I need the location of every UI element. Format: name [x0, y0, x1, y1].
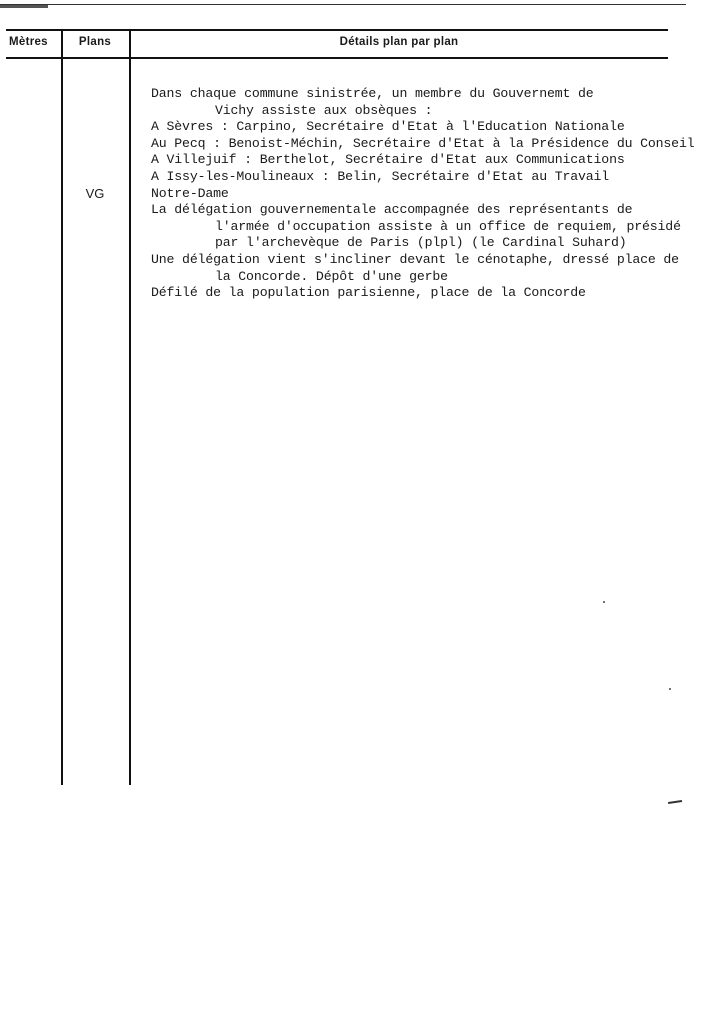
table-header-rule — [6, 57, 668, 59]
details-line: A Sèvres : Carpino, Secrétaire d'Etat à l'Education Nationale — [151, 119, 625, 135]
header-metres: Mètres — [9, 36, 48, 48]
plan-code: VG — [85, 186, 105, 201]
details-line: A Issy-les-Moulineaux : Belin, Secrétaire d'Etat au Travail — [151, 168, 610, 184]
column-divider-plans — [129, 31, 131, 785]
details-line: par l'archevèque de Paris (plpl) (le Cardinal Suhard) — [215, 235, 627, 251]
scan-dash-mark — [668, 800, 682, 803]
details-line: la Concorde. Dépôt d'une gerbe — [215, 268, 448, 284]
details-line: Vichy assiste aux obsèques : — [215, 102, 433, 118]
details-line: l'armée d'occupation assiste à un office de requiem, présidé — [215, 218, 681, 234]
details-line: Une délégation vient s'incliner devant le cénotaphe, dressé place de — [151, 251, 679, 267]
details-line: La délégation gouvernementale accompagnée des représentants de — [151, 202, 633, 218]
header-details: Détails plan par plan — [339, 36, 459, 48]
scan-top-edge — [0, 4, 686, 5]
details-line: A Villejuif : Berthelot, Secrétaire d'Etat aux Communications — [151, 152, 625, 168]
scan-speck — [603, 601, 605, 603]
details-text-block — [151, 86, 695, 302]
details-line: Notre-Dame — [151, 185, 229, 201]
scan-speck — [669, 688, 671, 690]
details-line: Dans chaque commune sinistrée, un membre du Gouvernemt de — [151, 86, 594, 101]
scan-edge-mark — [0, 5, 48, 8]
table-top-rule — [6, 29, 668, 31]
details-line: Au Pecq : Benoist-Méchin, Secrétaire d'Etat à la Présidence du Conseil — [151, 135, 695, 151]
column-divider-metres — [61, 31, 63, 785]
details-line: Défilé de la population parisienne, place de la Concorde — [151, 285, 586, 301]
header-plans: Plans — [78, 36, 112, 48]
